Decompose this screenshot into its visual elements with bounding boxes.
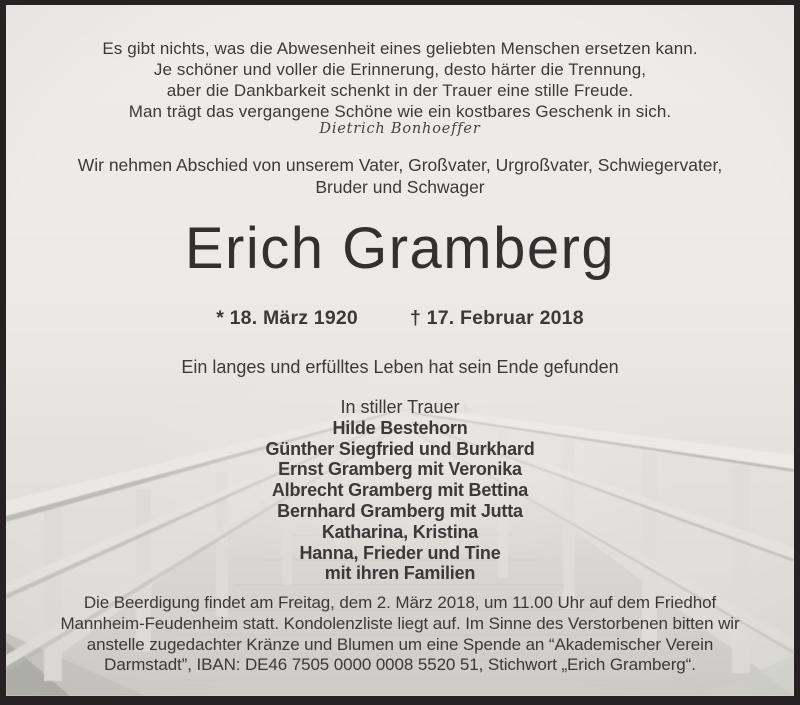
quote-block: [6, 38, 794, 122]
dates-line: [6, 307, 794, 330]
obituary-content: [6, 5, 794, 696]
life-sentence: Ein langes und erfülltes Leben hat sein Ende gefunden: [181, 357, 619, 377]
funeral-line: Darmstadt”, IBAN: DE46 7505 0000 0008 5520 51, Stichwort „Erich Gramberg“.: [104, 655, 696, 675]
mourner-line: Hanna, Frieder und Tine: [299, 542, 501, 563]
quote-line: Es gibt nichts, was die Abwesenheit eines geliebten Menschen ersetzen kann.: [102, 39, 698, 58]
pier-photo: [6, 5, 794, 696]
mourner-line: Katharina, Kristina: [321, 521, 479, 542]
quote-line: Man trägt das vergangene Schöne wie ein kostbares Geschenk in sich.: [128, 102, 672, 121]
farewell-line: Wir nehmen Abschied von unserem Vater, Großvater, Urgroßvater, Schwiegervater,: [77, 155, 723, 175]
mourning-block: [6, 397, 794, 584]
quote-attribution: Dietrich Bonhoeffer: [319, 121, 481, 137]
funeral-line: Mannheim-Feudenheim statt. Kondolenzliste liegt auf. Im Sinne des Verstorbenen bitten wir: [60, 613, 740, 633]
funeral-info-block: [6, 593, 794, 676]
deceased-name: Erich Gramberg: [184, 216, 616, 281]
birth-date: * 18. März 1920: [216, 307, 358, 329]
mourner-line: Bernhard Gramberg mit Jutta: [277, 500, 523, 521]
death-date: † 17. Februar 2018: [409, 307, 584, 329]
mourner-line: Albrecht Gramberg mit Bettina: [271, 480, 529, 501]
mourner-line: Günther Siegfried und Burkhard: [265, 438, 535, 459]
mourning-intro: In stiller Trauer: [340, 397, 460, 417]
mourner-line: mit ihren Familien: [324, 563, 476, 584]
funeral-line: anstelle zugedachter Kränze und Blumen um eine Spende an “Akademischer Verein: [86, 634, 714, 654]
quote-line: aber die Dankbarkeit schenkt in der Trauer eine stille Freude.: [166, 81, 634, 100]
farewell-line: Bruder und Schwager: [315, 176, 485, 197]
mourner-line: Ernst Gramberg mit Veronika: [278, 459, 522, 480]
farewell-block: [6, 155, 794, 198]
quote-line: Je schöner und voller die Erinnerung, desto härter die Trennung,: [153, 60, 647, 79]
funeral-line: Die Beerdigung findet am Freitag, dem 2. März 2018, um 11.00 Uhr auf dem Friedhof: [83, 593, 717, 612]
mourner-line: Hilde Bestehorn: [332, 417, 468, 438]
